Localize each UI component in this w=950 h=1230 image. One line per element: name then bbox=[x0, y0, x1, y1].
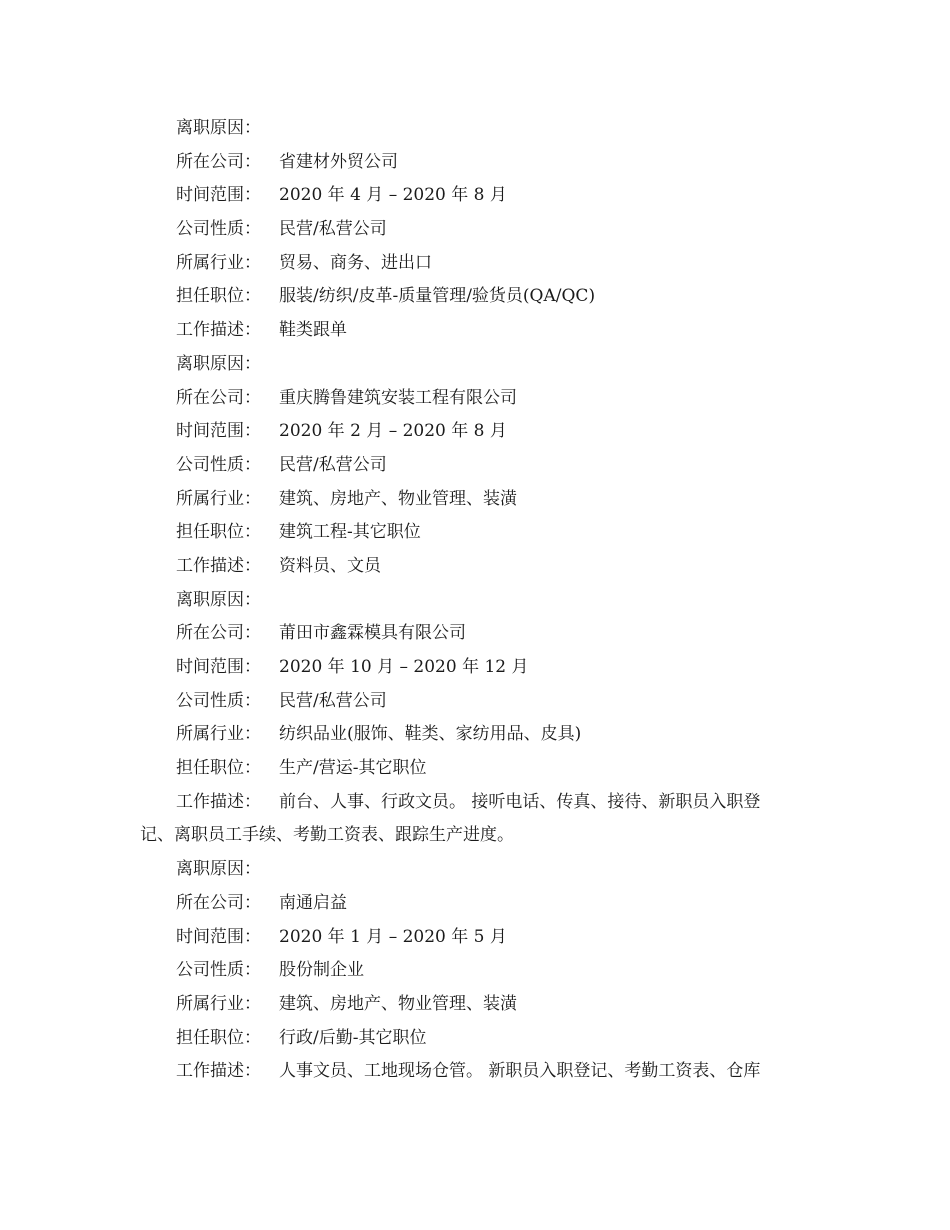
field-row bbox=[0, 550, 950, 584]
field-row bbox=[0, 483, 950, 517]
field-label: 离职原因： bbox=[176, 589, 261, 610]
field-value: 贸易、商务、进出口 bbox=[279, 252, 432, 273]
field-value: 2020 年 2 月 – 2020 年 8 月 bbox=[279, 421, 507, 442]
field-value: 人事文员、工地现场仓管。 新职员入职登记、考勤工资表、仓库 bbox=[279, 1061, 761, 1082]
field-value: 建筑、房地产、物业管理、装潢 bbox=[279, 488, 517, 509]
field-value: 服装/纺织/皮革-质量管理/验货员(QA/QC) bbox=[279, 286, 596, 307]
field-label: 离职原因： bbox=[176, 118, 261, 138]
field-label: 所在公司： bbox=[176, 892, 261, 913]
field-value: 重庆腾鲁建筑安装工程有限公司 bbox=[279, 387, 517, 408]
field-row bbox=[0, 954, 950, 988]
field-label: 公司性质： bbox=[176, 690, 261, 711]
field-value: 股份制企业 bbox=[279, 960, 364, 981]
field-label: 时间范围： bbox=[176, 926, 261, 947]
field-row bbox=[0, 247, 950, 281]
field-row bbox=[0, 651, 950, 685]
field-row bbox=[0, 685, 950, 719]
field-row bbox=[0, 146, 950, 180]
field-row bbox=[0, 752, 950, 786]
field-row bbox=[0, 1055, 950, 1089]
field-value: 资料员、文员 bbox=[279, 555, 381, 576]
field-label: 公司性质： bbox=[176, 960, 261, 981]
field-row bbox=[0, 382, 950, 416]
field-value: 2020 年 1 月 – 2020 年 5 月 bbox=[279, 926, 507, 947]
field-label: 所属行业： bbox=[176, 252, 261, 273]
field-label: 所属行业： bbox=[176, 488, 261, 509]
field-label: 工作描述： bbox=[176, 791, 261, 812]
field-value: 民营/私营公司 bbox=[279, 454, 387, 475]
field-value: 民营/私营公司 bbox=[279, 219, 387, 240]
field-row bbox=[0, 280, 950, 314]
field-label: 工作描述： bbox=[176, 555, 261, 576]
field-value: 省建材外贸公司 bbox=[279, 151, 398, 172]
field-value: 建筑工程-其它职位 bbox=[279, 522, 421, 543]
field-label: 所属行业： bbox=[176, 993, 261, 1014]
field-value: 前台、人事、行政文员。 接听电话、传真、接待、新职员入职登 bbox=[279, 791, 761, 812]
field-label: 离职原因： bbox=[176, 859, 261, 880]
field-label: 离职原因： bbox=[176, 353, 261, 374]
field-row bbox=[0, 853, 950, 887]
field-label: 担任职位： bbox=[176, 1027, 261, 1048]
field-value: 行政/后勤-其它职位 bbox=[279, 1027, 427, 1048]
field-row bbox=[0, 584, 950, 618]
field-label: 工作描述： bbox=[176, 320, 261, 341]
field-label: 所属行业： bbox=[176, 724, 261, 745]
field-value: 生产/营运-其它职位 bbox=[279, 758, 427, 779]
field-label: 公司性质： bbox=[176, 219, 261, 240]
field-row bbox=[0, 348, 950, 382]
field-label: 担任职位： bbox=[176, 522, 261, 543]
field-value: 2020 年 4 月 – 2020 年 8 月 bbox=[279, 185, 507, 206]
field-row bbox=[0, 887, 950, 921]
field-row bbox=[0, 449, 950, 483]
field-label: 担任职位： bbox=[176, 758, 261, 779]
field-row bbox=[0, 1022, 950, 1056]
field-label: 所在公司： bbox=[176, 151, 261, 172]
field-label: 所在公司： bbox=[176, 623, 261, 644]
field-row bbox=[0, 112, 950, 146]
continuation-row bbox=[0, 819, 950, 853]
field-value: 南通启益 bbox=[279, 892, 347, 913]
field-label: 时间范围： bbox=[176, 421, 261, 442]
field-value: 莆田市鑫霖模具有限公司 bbox=[279, 623, 466, 644]
field-row bbox=[0, 988, 950, 1022]
field-row bbox=[0, 516, 950, 550]
field-row bbox=[0, 213, 950, 247]
field-label: 公司性质： bbox=[176, 454, 261, 475]
field-label: 工作描述： bbox=[176, 1061, 261, 1082]
field-value: 纺织品业(服饰、鞋类、家纺用品、皮具) bbox=[279, 724, 582, 745]
field-value: 民营/私营公司 bbox=[279, 690, 387, 711]
field-row bbox=[0, 718, 950, 752]
field-row bbox=[0, 921, 950, 955]
field-row bbox=[0, 415, 950, 449]
field-row bbox=[0, 179, 950, 213]
field-label: 担任职位： bbox=[176, 286, 261, 307]
document-body bbox=[0, 112, 950, 1089]
field-value: 2020 年 10 月 – 2020 年 12 月 bbox=[279, 657, 529, 677]
field-value: 建筑、房地产、物业管理、装潢 bbox=[279, 993, 517, 1014]
field-row bbox=[0, 314, 950, 348]
field-row bbox=[0, 786, 950, 820]
field-label: 所在公司： bbox=[176, 387, 261, 408]
field-label: 时间范围： bbox=[176, 185, 261, 206]
field-label: 时间范围： bbox=[176, 657, 261, 677]
field-row bbox=[0, 617, 950, 651]
field-value: 鞋类跟单 bbox=[279, 320, 347, 341]
continuation-text: 记、离职员工手续、考勤工资表、跟踪生产进度。 bbox=[140, 825, 514, 846]
